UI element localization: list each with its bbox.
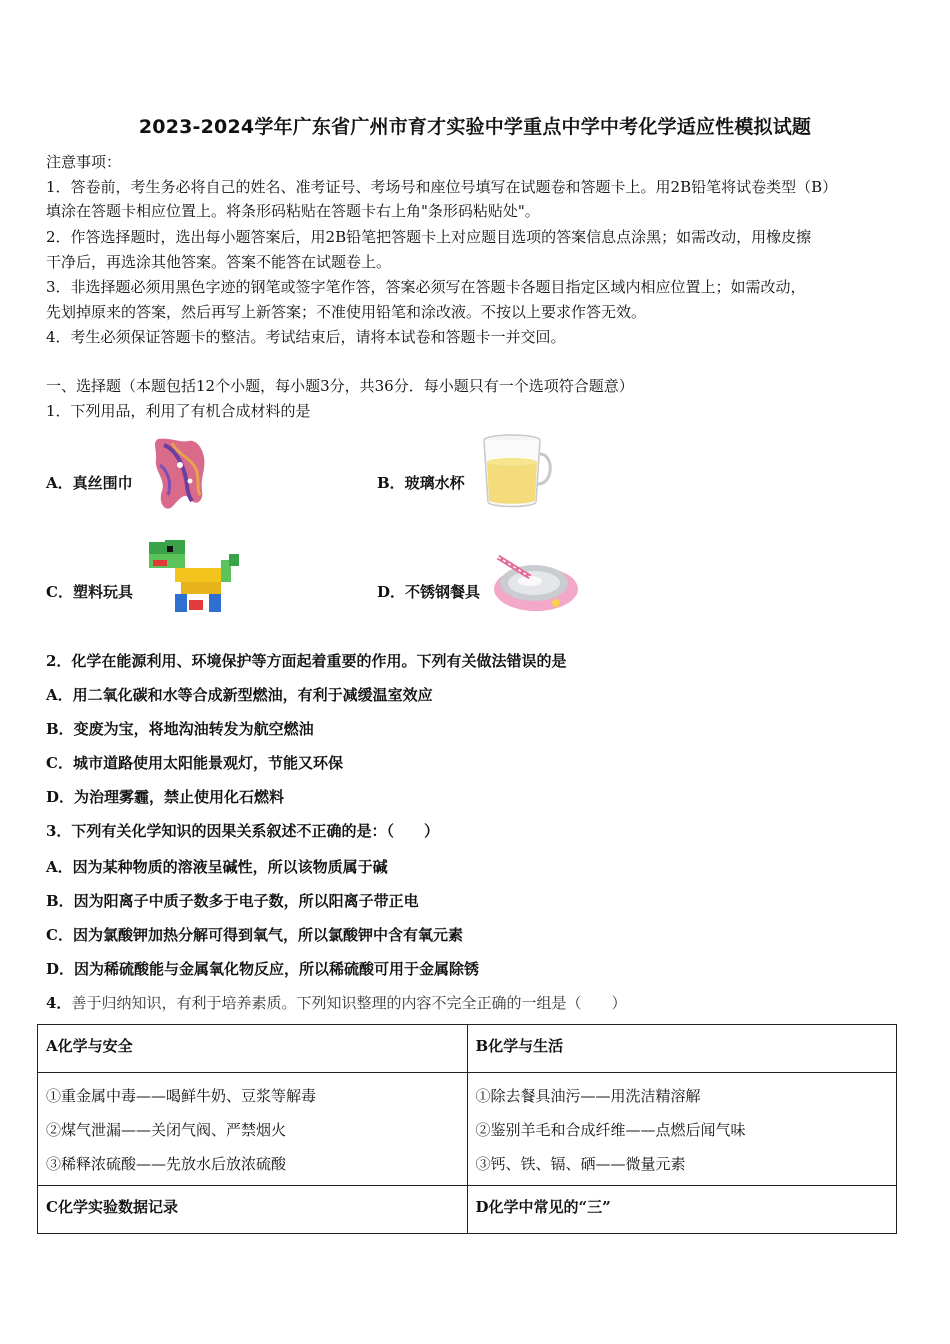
q1-option-b: B．玻璃水杯 [377,474,465,492]
notice-line-5: 3．非选择题必须用黑色字迹的钢笔或签字笔作答，答案必须写在答题卡各题目指定区域内相应位置上；如需改动， [46,278,806,296]
q3-option-d: D．因为稀硫酸能与金属氧化物反应，所以稀硫酸可用于金属除锈 [46,960,480,978]
q2-option-d: D．为治理雾霾，禁止使用化石燃料 [46,788,285,806]
notice-line-3: 2．作答选择题时，选出每小题答案后，用2B铅笔把答题卡上对应题目选项的答案信息点涂黑；如需改动，用橡皮擦 [46,228,812,246]
table-cell-c-title: C化学实验数据记录 [38,1186,468,1234]
plastic-toy-icon [145,538,243,616]
table-b-item-3: ③钙、铁、镉、硒——微量元素 [475,1155,686,1173]
q2-stem: 2．化学在能源利用、环境保护等方面起着重要的作用。下列有关做法错误的是 [46,652,567,670]
q3-option-b: B．因为阳离子中质子数多于电子数，所以阳离子带正电 [46,892,419,910]
q3-option-c: C．因为氯酸钾加热分解可得到氧气，所以氯酸钾中含有氧元素 [46,926,463,944]
notice-line-6: 先划掉原来的答案，然后再写上新答案；不准使用铅笔和涂改液。不按以上要求作答无效。 [46,303,647,321]
q1-stem: 1．下列用品，利用了有机合成材料的是 [46,402,311,420]
q4-text: 善于归纳知识，有利于培养素质。下列知识整理的内容不完全正确的一组是（ ） [71,994,627,1012]
notice-line-2: 填涂在答题卡相应位置上。将条形码粘贴在答题卡右上角"条形码粘贴处"。 [46,202,540,220]
table-a-item-1: ①重金属中毒——喝鲜牛奶、豆浆等解毒 [46,1087,317,1105]
table-cell-b-title: B化学与生活 [467,1025,897,1073]
section-heading: 一、选择题（本题包括12个小题，每小题3分，共36分．每小题只有一个选项符合题意） [46,377,634,395]
knowledge-table [37,1024,897,1234]
table-cell-a-title: A化学与安全 [38,1025,468,1073]
notice-line-7: 4．考生必须保证答题卡的整洁。考试结束后，请将本试卷和答题卡一并交回。 [46,328,566,346]
q2-option-a: A．用二氧化碳和水等合成新型燃油，有利于减缓温室效应 [46,686,433,704]
table-cell-a-body [38,1073,468,1186]
q3-option-a: A．因为某种物质的溶液呈碱性，所以该物质属于碱 [46,858,388,876]
q2-option-c: C．城市道路使用太阳能景观灯，节能又环保 [46,754,343,772]
q4-stem [46,993,626,1013]
q2-option-b: B．变废为宝，将地沟油转发为航空燃油 [46,720,314,738]
steel-bowl-icon [490,553,580,617]
notice-line-1: 1．答卷前，考生务必将自己的姓名、准考证号、考场号和座位号填写在试题卷和答题卡上。用2B铅笔将试卷类型（B） [46,178,838,196]
q4-number: 4． [46,994,72,1012]
table-b-item-2: ②鉴别羊毛和合成纤维——点燃后闻气味 [475,1121,746,1139]
table-b-item-1: ①除去餐具油污——用洗洁精溶解 [475,1087,701,1105]
notice-line-4: 干净后，再选涂其他答案。答案不能答在试题卷上。 [46,253,392,271]
silk-scarf-icon [150,435,210,513]
notice-heading: 注意事项： [46,153,122,171]
q3-stem: 3．下列有关化学知识的因果关系叙述不正确的是：（ ） [46,822,439,840]
table-a-item-3: ③稀释浓硫酸——先放水后放浓硫酸 [46,1155,287,1173]
table-cell-d-title: D化学中常见的“三” [467,1186,897,1234]
table-a-item-2: ②煤气泄漏——关闭气阀、严禁烟火 [46,1121,287,1139]
glass-cup-icon [478,432,556,512]
q1-option-c: C．塑料玩具 [46,583,133,601]
q1-option-d: D．不锈钢餐具 [377,583,481,601]
table-cell-b-body [467,1073,897,1186]
q1-option-a: A．真丝围巾 [46,474,133,492]
page-title: 2023-2024学年广东省广州市育才实验中学重点中学中考化学适应性模拟试题 [138,116,812,138]
